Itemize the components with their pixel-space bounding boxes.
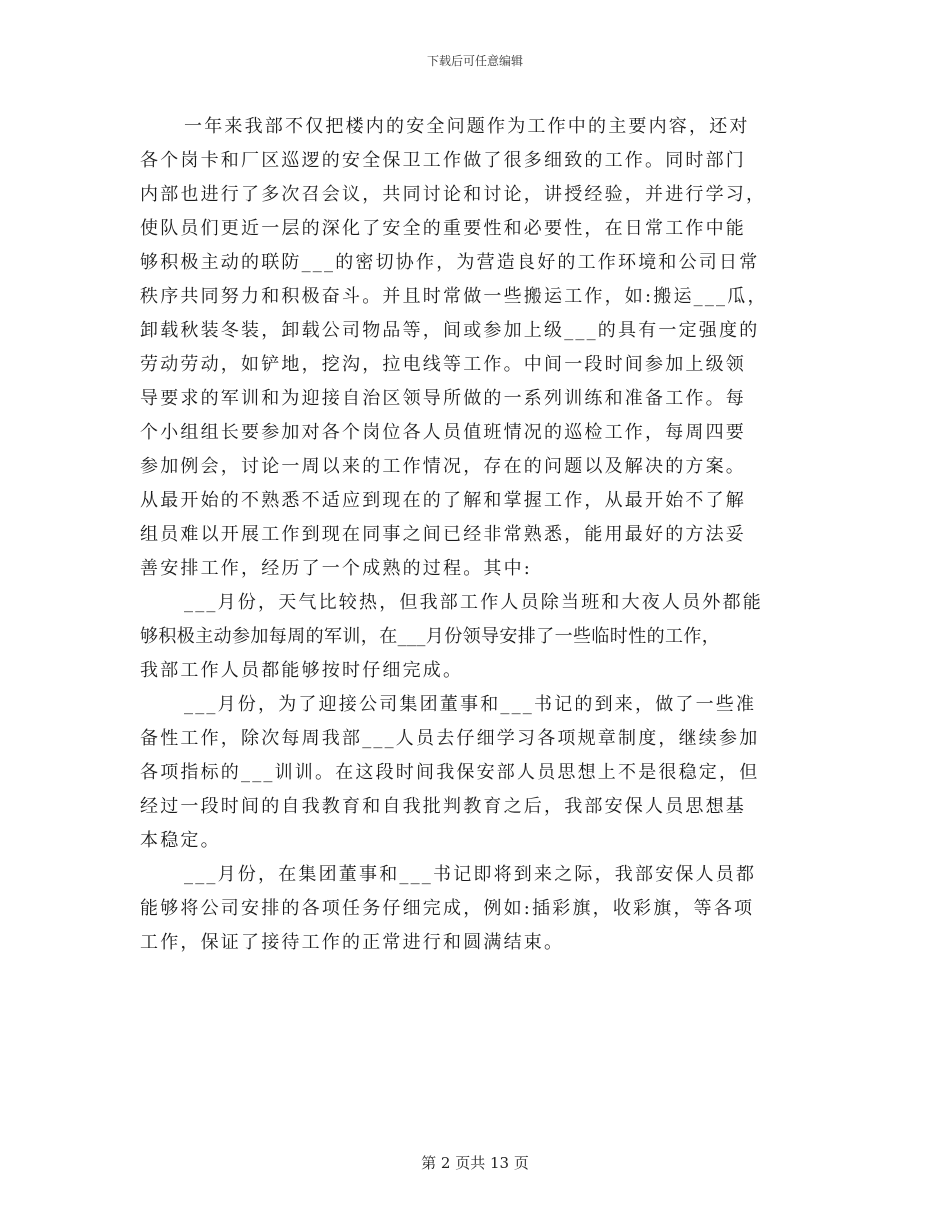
text-line: 经过一段时间的自我教育和自我批判教育之后，我部安保人员思想基 xyxy=(140,796,746,817)
text-line: 我部工作人员都能够按时仔细完成。 xyxy=(140,660,464,681)
text-line: 够积极主动参加每周的军训，在___月份领导安排了一些临时性的工作， xyxy=(140,626,721,647)
text-line: 使队员们更近一层的深化了安全的重要性和必要性，在日常工作中能 xyxy=(140,218,746,239)
text-line: 参加例会，讨论一周以来的工作情况，存在的问题以及解决的方案。 xyxy=(140,456,746,477)
text-line: 工作，保证了接待工作的正常进行和圆满结束。 xyxy=(140,932,565,953)
text-line: 够积极主动的联防___的密切协作，为营造良好的工作环境和公司日常 xyxy=(140,252,760,273)
text-line: 一年来我部不仅把楼内的安全问题作为工作中的主要内容，还对 xyxy=(184,116,750,137)
text-line: 从最开始的不熟悉不适应到现在的了解和掌握工作，从最开始不了解 xyxy=(140,490,746,511)
text-line: 善安排工作，经历了一个成熟的过程。其中: xyxy=(140,558,533,579)
text-line: 本稳定。 xyxy=(140,830,221,851)
text-line: ___月份，天气比较热，但我部工作人员除当班和大夜人员外都能 xyxy=(184,592,763,613)
text-line: 各个岗卡和厂区巡逻的安全保卫工作做了很多细致的工作。同时部门 xyxy=(140,150,746,171)
text-line: 组员难以开展工作到现在同事之间已经非常熟悉，能用最好的方法妥 xyxy=(140,524,746,545)
text-line: 秩序共同努力和积极奋斗。并且时常做一些搬运工作，如:搬运___瓜， xyxy=(140,286,768,307)
page-header: 下载后可任意编辑 xyxy=(426,54,523,68)
text-line: 内部也进行了多次召会议，共同讨论和讨论，讲授经验，并进行学习， xyxy=(140,184,767,205)
text-line: 导要求的军训和为迎接自治区领导所做的一系列训练和准备工作。每 xyxy=(140,388,746,409)
text-line: ___月份，在集团董事和___书记即将到来之际，我部安保人员都 xyxy=(184,864,757,885)
text-line: 备性工作，除次每周我部___人员去仔细学习各项规章制度，继续参加 xyxy=(140,728,760,749)
text-line: 劳动劳动，如铲地，挖沟，拉电线等工作。中间一段时间参加上级领 xyxy=(140,354,746,375)
text-line: 卸载秋装冬装，卸载公司物品等，间或参加上级___的具有一定强度的 xyxy=(140,320,760,341)
page-number: 第 2 页共 13 页 xyxy=(421,1154,529,1172)
document-body xyxy=(140,110,812,960)
text-line: 各项指标的___训训。在这段时间我保安部人员思想上不是很稳定，但 xyxy=(140,762,760,783)
text-line: ___月份，为了迎接公司集团董事和___书记的到来，做了一些准 xyxy=(184,694,757,715)
text-line: 个小组组长要参加对各个岗位各人员值班情况的巡检工作，每周四要 xyxy=(140,422,746,443)
text-line: 能够将公司安排的各项任务仔细完成，例如:插彩旗，收彩旗，等各项 xyxy=(140,898,755,919)
